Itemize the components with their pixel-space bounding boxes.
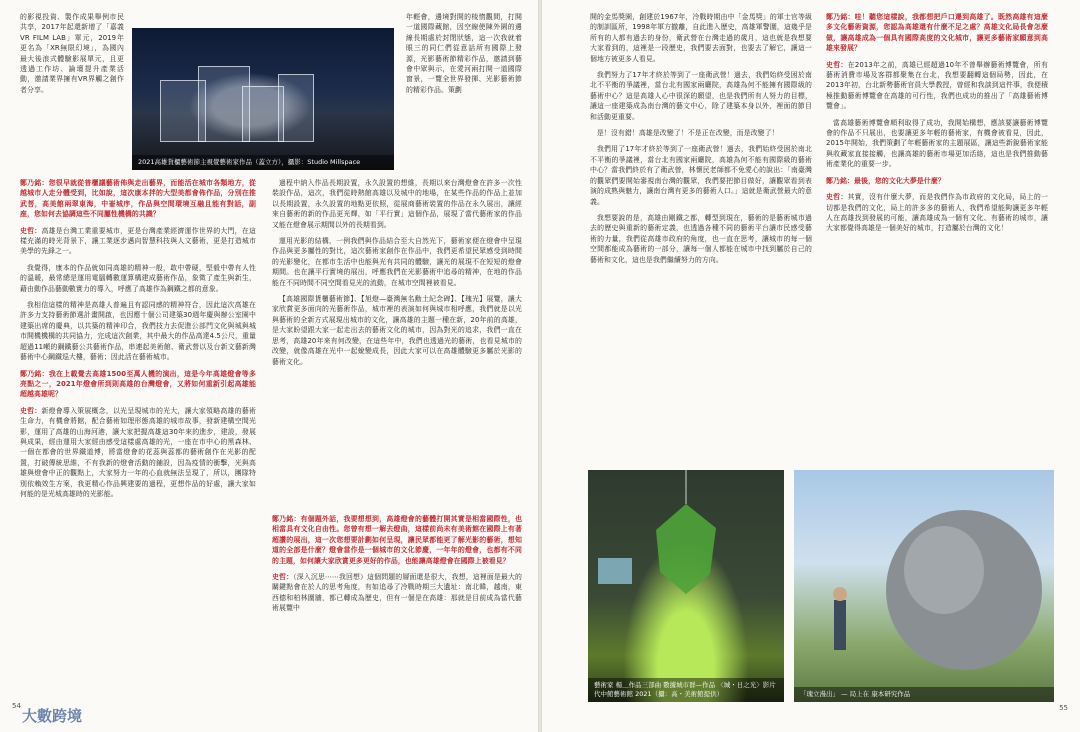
answer-lead: 史哲： xyxy=(20,226,42,235)
page-number: 55 xyxy=(1059,704,1068,712)
paragraph: 我們用了17年才終於等到了一座衛武營！過去，我們始終受困於南北不平衡的爭議裡，當台北有國家兩廳院，高雄為何不能有國際級的藝術中心？當我們終於有了衛武營，林懷民老師都不免愛心的說出：「南臺灣的觀眾們要開始審視南台灣的觀眾，我們要把節目做好，讓觀眾看到表演的成熟與魅力，讓南台灣有更多的藝術人口。」這就是衛武營最大的意義。 xyxy=(590,145,812,206)
question: 鄭乃銘：我在上載覺去高雄1500至萬人機的演出，這是今年高雄燈會等多亮點之一，2021年燈會所到則高雄的台灣燈會，又將如何重新引起高雄能超越高雄呢？ xyxy=(20,369,256,399)
person-figure xyxy=(834,600,846,650)
right-col1 xyxy=(590,12,812,468)
paragraph: 新燈會導入策展概念，以光呈現城市的光大，讓大家領略高雄的藝術生命力，有機會將館，配合藝術如理形態高雄的城市故事，發新建構空間光影，運用了高雄的山海河港，讓大家把握高雄這30年來的進步，建設，發展與成果，經由運用大家經由感受這樣處高雄的光，一座在市中心的黑森林、一個在都會的世界鐵道博，將當燈會的花蕊與蕊都的藝術創作在光影的配置，打破傳統思維，不有我新的燈會活動的鋪設，因為疫情的衝擊，光與高雄與燈會中正的觀點上，大家努力一年的心血就無法呈現了，所以，團隊特別依賴效生方案，我更精心作品興建要的過程，更想作品的好處，讓大家如何能的是光城高雄時的光影能。 xyxy=(20,406,256,498)
person-head xyxy=(833,587,847,601)
steel-sculpture-highlight xyxy=(904,526,984,614)
photo-container-steel-sculpture xyxy=(794,470,1054,702)
paragraph: 是！沒有錯！高雄是改變了！不是正在改變，而是改變了！ xyxy=(596,129,779,138)
sculpture-drawing xyxy=(794,470,1054,702)
paragraph: 開的金馬獎園，創建於1967年，冷戰時期由中「金馬獎」的軍士官等級的制訓區所，1998年軍方撤離，自此進入歷史，高雄軍警圍，這幾乎是所有的人都有過去的身份，衛武營在台灣走過的歲月，這也就是我想要大家看到的，這裡是一段歷史，我們要去面對，也要去了解它，讓這一個地方被更多人看見。 xyxy=(590,13,812,63)
wall-screen xyxy=(598,558,632,584)
paragraph: 運用光影的結構，一例我們與作品結合至大自然光下，藝術家便在燈會中呈現作品與更多屬性的對比，這次藝術家創作在作品中，我們更希望民眾感受到時間的光影變化，在都市生活中也能與光有共同的體驗，讓光的展現不在短短的燈會期間。也在讓平行實境的展出，呼應我們在光影藝術中追尋的精神，在地的作品能在不同時間不同空間看見光的流動，在城市空間裡被看見。 xyxy=(272,237,522,287)
photo-caption: 「瑰立漫出」 — 局上在 康本研究作品 xyxy=(794,687,1054,702)
photo-container-green-installation xyxy=(588,470,784,702)
paragraph: 【高雄國際貨櫃藝術節】、【旭燈—臺灣無名勳土紀念碑】、【瑰光】展覽，讓大家欣賞更多面向的光藝術作品，城市裡的表演如何與城市相呼應，我們就是以光與藝術的全新方式展現出城市的文化，讓高雄的主題一種在新，20年前的高雄，是大家盼望跟大家一起走出去的藝術文化的城市，因為對光的追求，我們一直在思考，高雄20年來有何改變，在這些年中，我們也透過光的藝術，也看見城市的改變，就像高雄在光中一起蛻變成長，因此大家可以在高雄體驗更多屬於光影的藝術文化。 xyxy=(272,295,522,366)
left-col4-top xyxy=(406,12,522,174)
paragraph: （深入沉思⋯⋯我回想）這個問題的層面還是很大，我想，這裡面是最大的關鍵點會在於人的思考角度，有如追尋了冷戰時期三大遺址：南北韓，越南，東西德和柏林圍牆，都已轉成為歷史，但有一個是在高雄：那就是目前成為當代藝術展覽中 xyxy=(272,573,522,613)
question: 鄭乃銘：最後，您的文化大夢是什麼？ xyxy=(826,176,945,185)
answer-lead: 史哲： xyxy=(20,406,42,415)
paragraph: 其實，沒有什麼大夢，而是我們作為市政府的文化局，局上的一切都是我們的文化，局上的許多多的藝術人，我們希望能夠讓更多年輕人在高雄找到發展的可能，讓高雄成為一個有文化、有藝術的城市，讓大家都覺得高雄是一個美好的城市，打造屬於台灣的文化！ xyxy=(826,193,1048,233)
installation-drawing xyxy=(588,470,784,702)
left-col2-bottom xyxy=(272,514,522,702)
light-cube xyxy=(278,74,314,142)
watermark-logo: 大數跨境 xyxy=(22,707,83,725)
left-col1-top xyxy=(20,12,124,174)
paragraph: 高雄是台灣工業重要城市，更是台灣產業經濟運作世界的大門，在這樣充滿的時光背景下，讓工業逐步邁向智慧科技與人文藝術，更是打造城市美學的先鋒之一。 xyxy=(20,226,256,256)
right-col2 xyxy=(826,12,1048,468)
hanging-sculpture xyxy=(656,504,716,594)
paragraph: 的影視投資、製作成果舉例市民共享，2017年起還新增了「嘉義VR FILM LAB」單元，2019年更名為「XR無限幻境」，為國內最大後浪式體驗影展單元，且更透過工作坊、論壇提升產業活動，邀請業界擁有VR界觸之創作者分享。 xyxy=(20,13,124,94)
photo-caption: 2021高雄貨櫃藝術節主視覺藝術家作品（蓋立方），攝影：Studio Millspace xyxy=(132,155,394,170)
paragraph: 我想要說的是，高雄由剛鐵之都，轉型到現在，藝術的是藝術城市過去的歷史與重新的藝術定義，也透過各種不同的藝術平台讓市民感受藝術的力量，我們從高雄市政府的角度，也一直在思考，讓城市的每一個空間都能成為藝術的一部分，讓每一個人都能在城市中找到屬於自己的藝術和文化，這也是我們繼續努力的方向。 xyxy=(590,213,812,264)
paragraph: 我覺得，康本的作品就如同高雄的精神一般，敢中帶硬，堅毅中帶有人性的溫暖，最常總是運用電腦轉數運算構建成藝術作品，象徵了產生與新生，藉由動作品藝動數實力的導入，呼應了高雄作為鋼鐵之都的意象。 xyxy=(20,263,256,293)
left-col2 xyxy=(272,178,522,508)
photo-container-art-cubes xyxy=(132,28,394,170)
answer-lead: 史哲： xyxy=(826,60,848,69)
question: 鄭乃銘：有個題外話，我要想想到，高雄燈會的藝體打開其實是相當國際性，也相當具有文化自由性。您曾有想一解去燈曲，這樣前尚未有美術館在國際上有著超讚的展出，這一次您想要計劃如何呈現，讓民眾都能更了解光影的藝術，想知道的全部是什麼？燈會當作是一個城市的文化節慶，一年年的燈會，也都有不同的主題，如何讓大家欣賞更多更好的作品，也能讓高雄燈會在國際上被看見？ xyxy=(272,515,522,565)
paragraph: 我們努力了17年才終於等到了一座衛武營！過去，我們始終受困於南北不平衡的爭議裡，當台北有國家兩廳院，高雄為何不能擁有國際級的藝術中心？這是高雄人心中很深的願望，也是我們所有人努力的目標，讓這一座建築成為南台灣的藝文中心，除了建築本身以外，裡面的節目和活動更重要。 xyxy=(590,71,812,121)
left-page xyxy=(0,0,538,732)
question: 鄭乃銘：哇！聽您這樣說，我都想把戶口遷到高雄了。既然高雄有這麼多文化藝術資源，您認為高雄還有什麼不足之處？高雄文化局長會怎麼做，讓高雄成為一個具有國際高度的文化城市，讓更多藝術家願意到高雄來發展？ xyxy=(826,13,1048,53)
answer-lead: 史哲： xyxy=(272,573,294,582)
question: 鄭乃銘：您很早就從普櫃議藝術佈與走出藝界，而能活在城市各類地方，從越城市人走分體受到，比如說，這次康本拌的大型美都會佈作品，分別在推武菩，高美館兩翠東海，中崙城序，作品與空間環境互融且能有對話，副座，您如何去協調這些不同屬性機構的共識？ xyxy=(20,179,256,219)
right-page xyxy=(542,0,1080,732)
paragraph: 我相信這樣的精神是高雄人普遍且有認同感的精神符合，因此這次高雄在許多力支持藝術節選計畫開啟，也因應十個公司建築30週年慶與辦公室園中建築出席的慶典，以共築的精神印合，我們技力去促進公部門文化與城與城市開機機構的共同協力，完成這次創業，其中最大的作品高達4.5公尺，重量超過11噸的鋼鐵藝公共藝術作品，串連起美術館、衛武營以及台新文藝新灣藝術中心鋼鐵巡大樓，藝術；因此活在藝術城市。 xyxy=(20,301,256,362)
paragraph: 在2013年之前，高雄已經超過10年不曾舉辦藝術博覽會，所有藝術消費市場及客群都聚集在台北，我想要翻轉這個局勢，因此，在2013年初，台北新勢藝術官員大學教授，曾經和我談到這件事，我便積極推動藝術博覽會在高雄的可行性，我們也成功的推出了「高雄藝術博覽會」。 xyxy=(826,60,1048,111)
paragraph: 當高雄藝術博覽會順利取得了成功，我開始構想，應該要讓藝術博覽會的作品不只展出，也要讓更多年輕的藝術家，有機會被看見，因此，2015年開始，我們策劃了年輕藝術家的主題展區，讓這些新銳藝術家能與收藏家直接接觸，也讓高雄的藝術市場更加活絡，這也是我們推動藝術產業化的重要一步。 xyxy=(826,118,1048,169)
left-col1 xyxy=(20,178,256,698)
page-number: 54 xyxy=(12,702,21,710)
paragraph: 過程中納入作品長期設置，永久設置的想維，長期以來台灣燈會在許多一次性裝設作品，這次，我們從時熱館高雄以及城中的地場，在某些作品的作品上並加以長期設置，永久設置的地點更依照，從展商藝術裝置的作品在永久展出，讓經來自藝術的新的作品更光輝，如「平行實」這個作品，展現了當代藝術家的作品又能在燈會展示期間以外的長期看到。 xyxy=(272,179,522,229)
answer-lead: 史哲： xyxy=(826,193,848,202)
paragraph: 年輕會，邊境對開的棱惰觀間，打開一道國際藏館，因空線使陳外園的邊線長期處於封閉狀態，這一次我就着眼三的同仁們從意話所有國際上發源，光影藝術節精彩作品，邀請到藝會中眾與示，在愛河兩打開一道國際窗景，一覽全世界發揮、光影藝術節的精彩作品。策劃 xyxy=(406,13,522,94)
photo-caption: 藝術家 楊＿作品三部曲 數據城市群—作品 〈城・日之光〉影片 代中館藝術館 2021（攝：高・美術館提供） xyxy=(588,678,784,702)
